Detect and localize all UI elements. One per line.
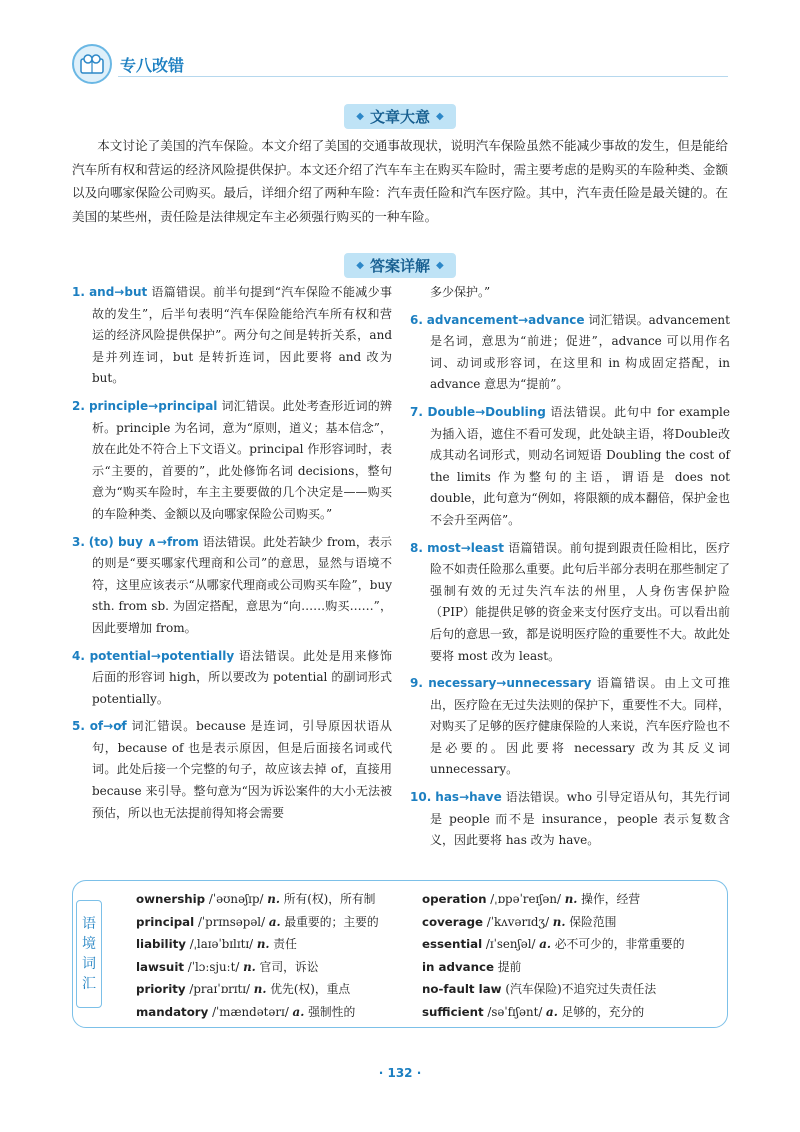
page-header bbox=[72, 44, 184, 84]
answer-item: 6. advancement→advance 词汇错误。advancement 是名词，意思为“前进；促进”，advance 可以用作名词、动词或形容词，在这里和 in 构成固定搭配，in advance 意思为“提前”。 bbox=[410, 312, 730, 392]
vocab-entry: coverage /ˈkʌvərɪdʒ/ n. 保险范围 bbox=[422, 914, 617, 929]
diamond-icon: ◆ bbox=[436, 260, 444, 271]
vocab-entry: ownership /ˈəʊnəʃɪp/ n. 所有(权)，所有制 bbox=[136, 892, 376, 906]
vocab-entry: no-fault law (汽车保险)不追究过失责任法 bbox=[422, 982, 657, 996]
answer-item: 8. most→least 语篇错误。前句提到跟责任险相比，医疗险不如责任险那么重要。此句后半部分表明在那些制定了强制有效的无过失汽车法的州里，人身伤害保护险（PIP）能提供足够的资金来支付医疗支出。可以看出前后句的意思一致，都是说明医疗险的重要性不大。故此处要将 most 改为 least。 bbox=[410, 540, 731, 663]
diamond-icon: ◆ bbox=[356, 260, 364, 271]
answers-heading: ◆ 答案详解 ◆ bbox=[0, 253, 800, 278]
diamond-icon: ◆ bbox=[356, 111, 364, 122]
answer-item: 9. necessary→unnecessary 语篇错误。由上文可推出，医疗险在无过失法则的保护下，重要性不大。同样，对购买了足够的医疗健康保险的人来说，汽车医疗险也不是必要的。因此要将 necessary 改为其反义词unnecessary。 bbox=[410, 676, 731, 777]
vocab-entry: essential /ɪˈsenʃəl/ a. 必不可少的，非常重要的 bbox=[422, 937, 685, 951]
vocab-entry: principal /ˈprɪnsəpəl/ a. 最重要的；主要的 bbox=[136, 914, 379, 929]
answer-item: 5. of→of̸ 词汇错误。because 是连词，引导原因状语从句，because of 也是表示原因，但是后面接名词或代词。此处后接一个完整的句子，故应该去掉 of，直接用 because 来引导。整句意为“因为诉讼案件的大小无法被预估，所以也无法提前得知将会需要 bbox=[72, 719, 392, 820]
vocab-entry: priority /praɪˈɒrɪtɪ/ n. 优先(权)，重点 bbox=[136, 982, 351, 996]
summary-text: 本文讨论了美国的汽车保险。本文介绍了美国的交通事故现状，说明汽车保险虽然不能减少事故的发生，但是能给汽车所有权和营运的经济风险提供保护。本文还介绍了汽车车主在购买车险时，需主要考虑的是购买的车险种类、金额以及向哪家保险公司购买。最后，详细介绍了两种车险：汽车责任险和汽车医疗险。其中，汽车责任险是最关键的。在美国的某些州，责任险是法律规定车主必须强行购买的一种车险。 bbox=[72, 138, 728, 224]
cartoon-book-icon bbox=[72, 44, 112, 84]
vocab-entry: sufficient /səˈfɪʃənt/ a. 足够的，充分的 bbox=[422, 1004, 645, 1019]
answer-item: 2. principle→principal 词汇错误。此处考查形近词的辨析。principle 为名词，意为“原则，道义；基本信念”，放在此处不符合上下文语义。principal 作形容词时，表示“主要的，首要的”，此处修饰名词 decisions，整句意为“购买车险时，车主主要要做的几个决定是——购买的车险种类、金额以及向哪家保险公司购买。” bbox=[72, 398, 392, 521]
vocab-right-column bbox=[422, 888, 722, 1023]
answer-item: 1. and→but 语篇错误。前半句提到“汽车保险不能减少事故的发生”，后半句表明“汽车保险能给汽车所有权和营运的经济风险提供保护”。两分句之间是转折关系，and 是并列连词，but 是转折连词，因此要将 and 改为 but。 bbox=[72, 285, 392, 386]
vocab-entry: lawsuit /ˈlɔːsjuːt/ n. 官司，诉讼 bbox=[136, 959, 319, 974]
answers-left-column bbox=[72, 282, 392, 830]
vocab-left-column bbox=[136, 888, 406, 1023]
diamond-icon: ◆ bbox=[436, 111, 444, 122]
answer-item: 4. potential→potentially 语法错误。此处是用来修饰后面的形容词 high，所以要改为 potential 的副词形式 potentially。 bbox=[72, 648, 392, 706]
answer-item: 10. has→have 语法错误。who 引导定语从句，其先行词是 people 而不是 insurance，people 表示复数含义，因此要将 has 改为 have。 bbox=[410, 790, 730, 848]
answer-item: 3. (to) buy ∧→from 语法错误。此处若缺少 from，表示的则是“要买哪家代理商和公司”的意思，显然与语境不符，这里应该表示“从哪家代理商或公司购买车险”，buy sth. from sb. 为固定搭配，意思为“向……购买……”，因此要增加 from。 bbox=[72, 534, 392, 635]
answer-continuation: 多少保护。” bbox=[430, 285, 491, 299]
vocab-entry: liability /ˌlaɪəˈbɪlɪtɪ/ n. 责任 bbox=[136, 937, 297, 951]
page-number: · 132 · bbox=[378, 1066, 422, 1080]
header-divider bbox=[118, 76, 728, 77]
vocab-entry: operation /ˌɒpəˈreɪʃən/ n. 操作，经营 bbox=[422, 892, 641, 906]
vocab-side-label: 语 境 词 汇 bbox=[76, 900, 102, 1008]
summary-heading: ◆ 文章大意 ◆ bbox=[0, 104, 800, 129]
vocab-entry: mandatory /ˈmændətərɪ/ a. 强制性的 bbox=[136, 1004, 356, 1019]
vocab-entry: in advance 提前 bbox=[422, 959, 522, 974]
answer-item: 7. Double→Doubling 语法错误。此句中 for example 为插入语，遮住不看可发现，此处缺主语，将Double改成其动名词形式，则动名词短语 Doubling the cost of the limits 作为整句的主语，谓语是 does not double，此句意为“例如，将限额的成本翻倍，保护金也不会升至两倍”。 bbox=[410, 404, 730, 527]
header-title: 专八改错 bbox=[120, 55, 185, 75]
answers-right-column bbox=[410, 282, 730, 858]
